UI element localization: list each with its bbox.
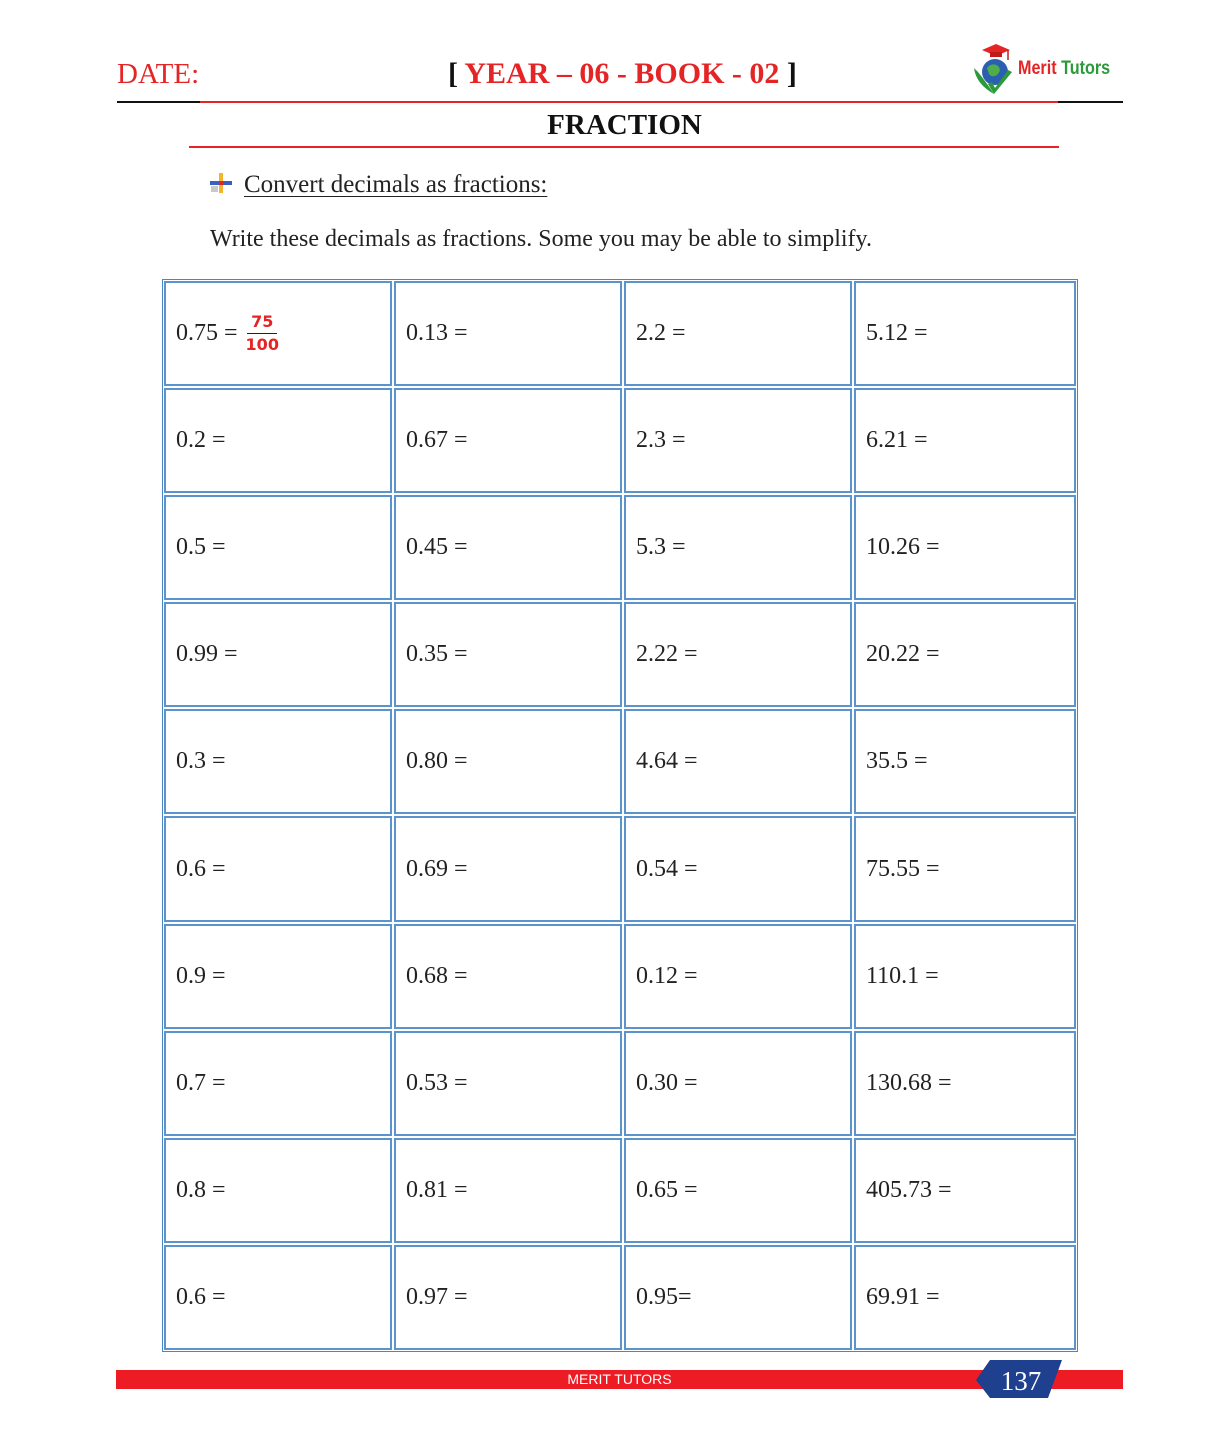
grid-cell[interactable] bbox=[854, 602, 1076, 707]
grid-cell[interactable] bbox=[394, 281, 622, 386]
cell-text: 2.22 = bbox=[636, 641, 698, 668]
grid-cell[interactable] bbox=[394, 924, 622, 1029]
grid-cell[interactable] bbox=[164, 816, 392, 921]
cell-text: 0.5 = bbox=[176, 534, 226, 561]
cell-text: 0.97 = bbox=[406, 1283, 468, 1310]
grid-cell[interactable] bbox=[394, 388, 622, 493]
example-fraction bbox=[244, 313, 281, 355]
cell-text: 20.22 = bbox=[866, 641, 940, 668]
cell-text: 0.30 = bbox=[636, 1069, 698, 1096]
grid-cell[interactable] bbox=[624, 1245, 852, 1350]
cell-text: 0.12 = bbox=[636, 962, 698, 989]
instructions: Write these decimals as fractions. Some you may be able to simplify. bbox=[210, 226, 872, 252]
grid-cell[interactable] bbox=[624, 281, 852, 386]
cell-text: 0.53 = bbox=[406, 1069, 468, 1096]
section-heading: Convert decimals as fractions: bbox=[244, 171, 548, 198]
grid-cell[interactable] bbox=[854, 924, 1076, 1029]
grid-cell[interactable] bbox=[394, 1031, 622, 1136]
book-title bbox=[448, 57, 797, 91]
cell-text: 10.26 = bbox=[866, 534, 940, 561]
cell-text: 0.7 = bbox=[176, 1069, 226, 1096]
cell-text: 69.91 = bbox=[866, 1283, 940, 1310]
decimal-grid bbox=[162, 279, 1078, 1352]
cell-text: 0.75 = bbox=[176, 320, 238, 347]
grid-cell[interactable] bbox=[164, 281, 392, 386]
cell-text: 35.5 = bbox=[866, 748, 928, 775]
grid-cell[interactable] bbox=[164, 1138, 392, 1243]
cell-text: 0.45 = bbox=[406, 534, 468, 561]
cell-text: 0.8 = bbox=[176, 1176, 226, 1203]
bracket-open: [ bbox=[448, 57, 458, 90]
grid-cell[interactable] bbox=[164, 495, 392, 600]
grid-cell[interactable] bbox=[624, 1138, 852, 1243]
page-number: 137 bbox=[1000, 1366, 1042, 1396]
merit-tutors-logo bbox=[968, 42, 1128, 100]
grid-cell[interactable] bbox=[164, 1031, 392, 1136]
fraction-numerator: 75 bbox=[247, 313, 277, 334]
cell-text: 0.68 = bbox=[406, 962, 468, 989]
grid-cell[interactable] bbox=[164, 924, 392, 1029]
header-rule-red bbox=[200, 101, 1058, 103]
cell-text: 130.68 = bbox=[866, 1069, 952, 1096]
grid-cell[interactable] bbox=[854, 495, 1076, 600]
cell-text: 405.73 = bbox=[866, 1176, 952, 1203]
cell-text: 4.64 = bbox=[636, 748, 698, 775]
cell-text: 0.13 = bbox=[406, 320, 468, 347]
grid-cell[interactable] bbox=[394, 1138, 622, 1243]
cell-text: 0.65 = bbox=[636, 1176, 698, 1203]
grid-cell[interactable] bbox=[854, 1245, 1076, 1350]
cell-text: 0.54 = bbox=[636, 855, 698, 882]
grid-cell[interactable] bbox=[624, 388, 852, 493]
cell-text: 0.69 = bbox=[406, 855, 468, 882]
grid-cell[interactable] bbox=[854, 388, 1076, 493]
book-title-text: YEAR – 06 - BOOK - 02 bbox=[464, 57, 780, 90]
cell-text: 0.67 = bbox=[406, 427, 468, 454]
graduation-globe-icon bbox=[968, 42, 1018, 100]
page-title: FRACTION bbox=[547, 109, 702, 141]
cell-text: 0.81 = bbox=[406, 1176, 468, 1203]
grid-cell[interactable] bbox=[624, 602, 852, 707]
grid-cell[interactable] bbox=[854, 1138, 1076, 1243]
logo-word-tutors: Tutors bbox=[1061, 58, 1111, 79]
grid-cell[interactable] bbox=[854, 1031, 1076, 1136]
cell-text: 0.80 = bbox=[406, 748, 468, 775]
cell-text: 0.6 = bbox=[176, 1283, 226, 1310]
cell-text: 0.99 = bbox=[176, 641, 238, 668]
cell-text: 0.95= bbox=[636, 1283, 692, 1310]
grid-cell[interactable] bbox=[854, 281, 1076, 386]
grid-cell[interactable] bbox=[164, 602, 392, 707]
cell-text: 0.6 = bbox=[176, 855, 226, 882]
grid-cell[interactable] bbox=[164, 709, 392, 814]
fraction-denominator: 100 bbox=[245, 335, 279, 355]
cell-text: 0.35 = bbox=[406, 641, 468, 668]
grid-cell[interactable] bbox=[854, 709, 1076, 814]
grid-cell[interactable] bbox=[164, 388, 392, 493]
cell-text: 2.2 = bbox=[636, 320, 686, 347]
date-label: DATE: bbox=[117, 58, 200, 90]
grid-cell[interactable] bbox=[624, 709, 852, 814]
grid-cell[interactable] bbox=[394, 1245, 622, 1350]
grid-cell[interactable] bbox=[164, 1245, 392, 1350]
title-rule-red bbox=[189, 146, 1059, 148]
cell-text: 6.21 = bbox=[866, 427, 928, 454]
grid-cell[interactable] bbox=[624, 495, 852, 600]
bullet-icon bbox=[209, 172, 233, 194]
cell-text: 110.1 = bbox=[866, 962, 939, 989]
logo-text bbox=[1018, 58, 1110, 80]
grid-cell[interactable] bbox=[394, 709, 622, 814]
cell-text: 0.9 = bbox=[176, 962, 226, 989]
grid-cell[interactable] bbox=[624, 924, 852, 1029]
grid-cell[interactable] bbox=[394, 816, 622, 921]
cell-text: 75.55 = bbox=[866, 855, 940, 882]
cell-text: 0.2 = bbox=[176, 427, 226, 454]
grid-cell[interactable] bbox=[854, 816, 1076, 921]
logo-word-merit: Merit bbox=[1018, 58, 1057, 79]
cell-text: 5.12 = bbox=[866, 320, 928, 347]
cell-text: 0.3 = bbox=[176, 748, 226, 775]
grid-cell[interactable] bbox=[624, 816, 852, 921]
cell-text: 5.3 = bbox=[636, 534, 686, 561]
grid-cell[interactable] bbox=[394, 602, 622, 707]
footer-brand: MERIT TUTORS bbox=[567, 1371, 672, 1387]
grid-cell[interactable] bbox=[394, 495, 622, 600]
cell-text: 2.3 = bbox=[636, 427, 686, 454]
grid-cell[interactable] bbox=[624, 1031, 852, 1136]
bracket-close: ] bbox=[786, 57, 797, 90]
